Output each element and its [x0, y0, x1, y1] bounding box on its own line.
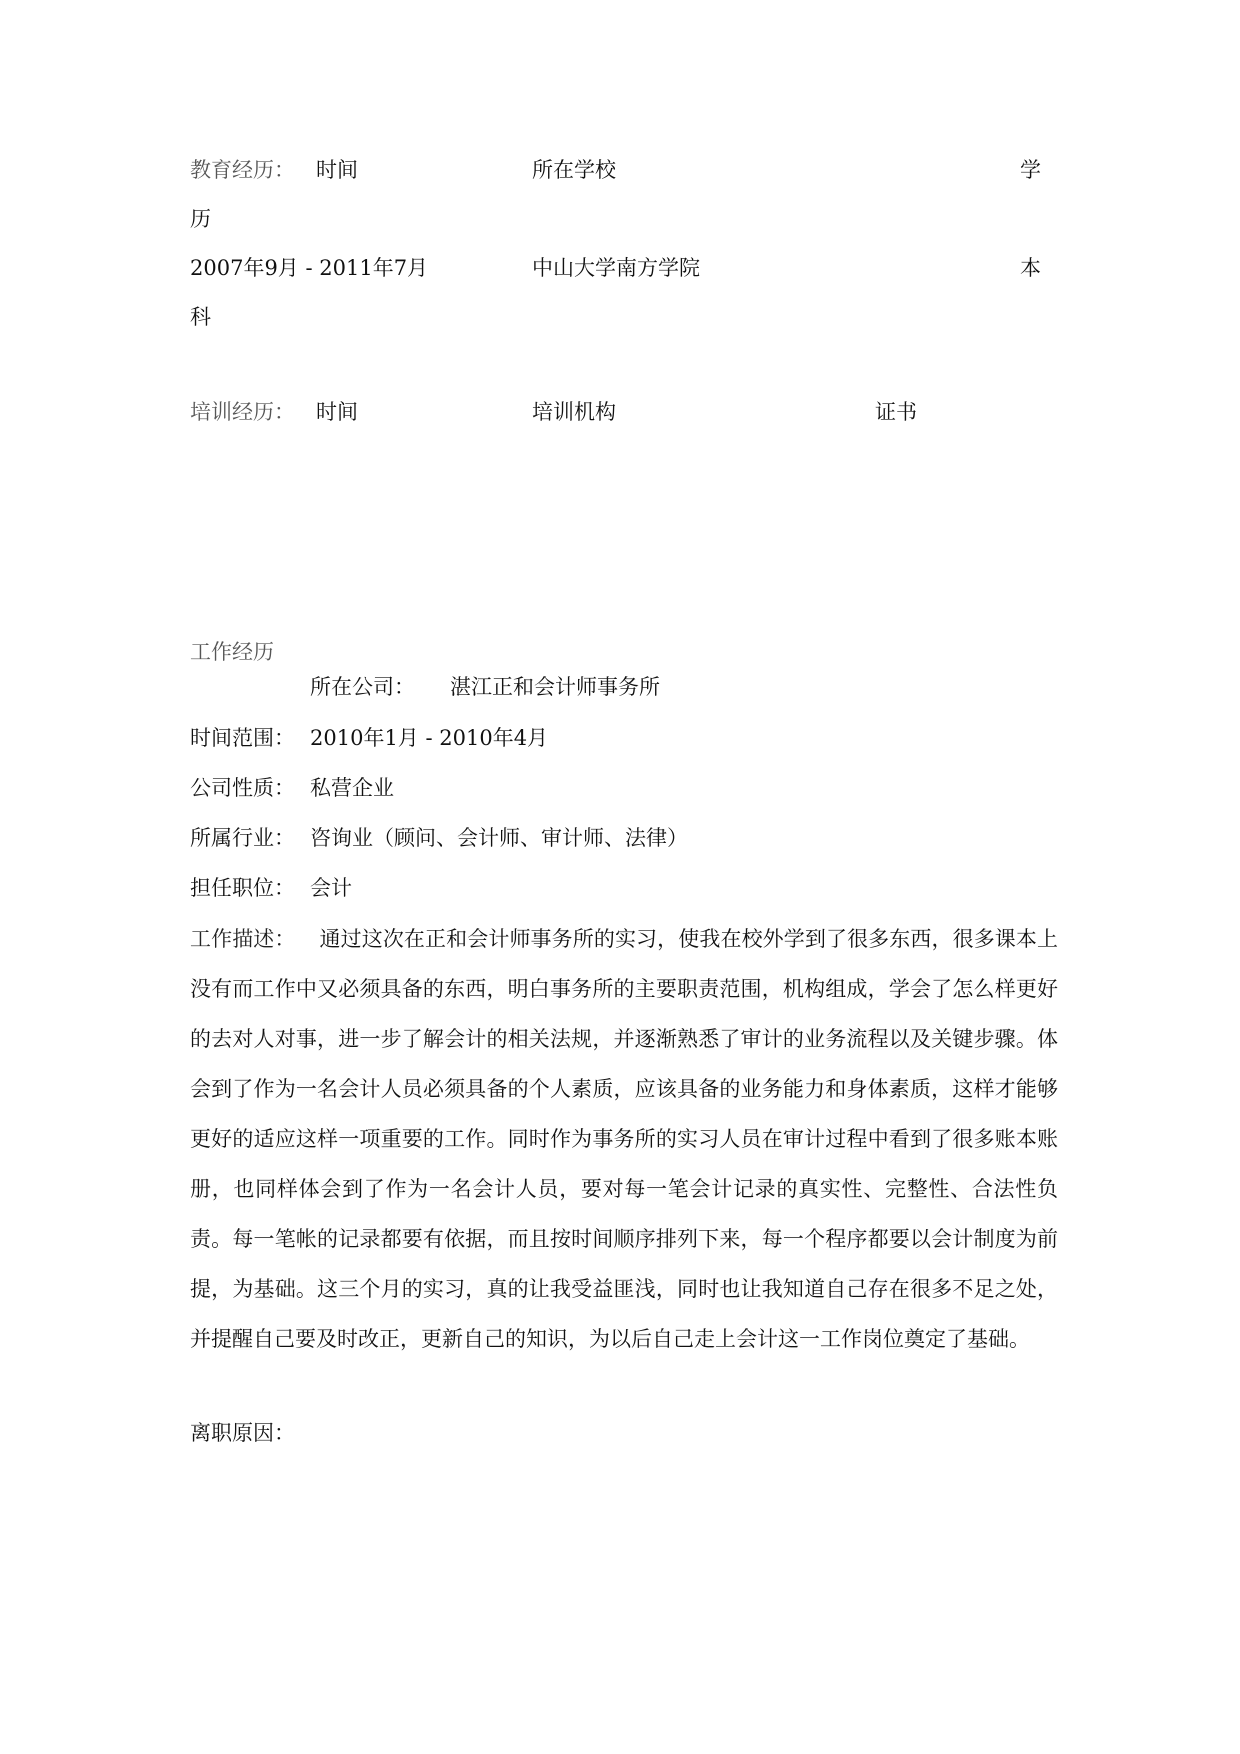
nature-label: 公司性质：	[190, 776, 295, 800]
description-label: 工作描述：	[190, 927, 296, 951]
company-label: 所在公司：	[310, 675, 415, 699]
education-col-school: 所在学校	[532, 158, 616, 182]
education-col-time: 时间	[316, 158, 358, 182]
industry-label: 所属行业：	[190, 826, 295, 850]
training-col-time: 时间	[316, 400, 358, 424]
training-col-org: 培训机构	[532, 400, 616, 424]
leave-reason-label: 离职原因：	[190, 1421, 295, 1445]
education-row-degree-wrap: 科	[190, 305, 211, 329]
education-row-time: 2007年9月 - 2011年7月	[190, 256, 429, 280]
industry-value: 咨询业（顾问、会计师、审计师、法律）	[310, 826, 688, 850]
work-description	[190, 914, 1058, 1364]
description-text: 通过这次在正和会计师事务所的实习，使我在校外学到了很多东西，很多课本上没有而工作中又必须具备的东西，明白事务所的主要职责范围，机构组成，学会了怎么样更好的去对人对事，进一步了解会计的相关法规，并逐渐熟悉了审计的业务流程以及关键步骤。体会到了作为一名会计人员必须具备的个人素质，应该具备的业务能力和身体素质，这样才能够更好的适应这样一项重要的工作。同时作为事务所的实习人员在审计过程中看到了很多账本账册，也同样体会到了作为一名会计人员，要对每一笔会计记录的真实性、完整性、合法性负责。每一笔帐的记录都要有依据，而且按时间顺序排列下来，每一个程序都要以会计制度为前提，为基础。这三个月的实习，真的让我受益匪浅，同时也让我知道自己存在很多不足之处，并提醒自己要及时改正，更新自己的知识，为以后自己走上会计这一工作岗位奠定了基础。	[190, 927, 1058, 1351]
training-col-cert: 证书	[875, 400, 917, 424]
period-label: 时间范围：	[190, 726, 295, 750]
position-label: 担任职位：	[190, 876, 295, 900]
education-label: 教育经历：	[190, 158, 295, 182]
company-value: 湛江正和会计师事务所	[450, 675, 660, 699]
work-heading: 工作经历	[190, 640, 274, 664]
nature-value: 私营企业	[310, 776, 394, 800]
education-col-degree-wrap: 历	[190, 207, 211, 231]
position-value: 会计	[310, 876, 352, 900]
period-value: 2010年1月 - 2010年4月	[310, 726, 549, 750]
education-col-degree: 学	[1020, 158, 1041, 182]
education-row-degree: 本	[1020, 256, 1041, 280]
training-label: 培训经历：	[190, 400, 295, 424]
education-row-school: 中山大学南方学院	[532, 256, 700, 280]
